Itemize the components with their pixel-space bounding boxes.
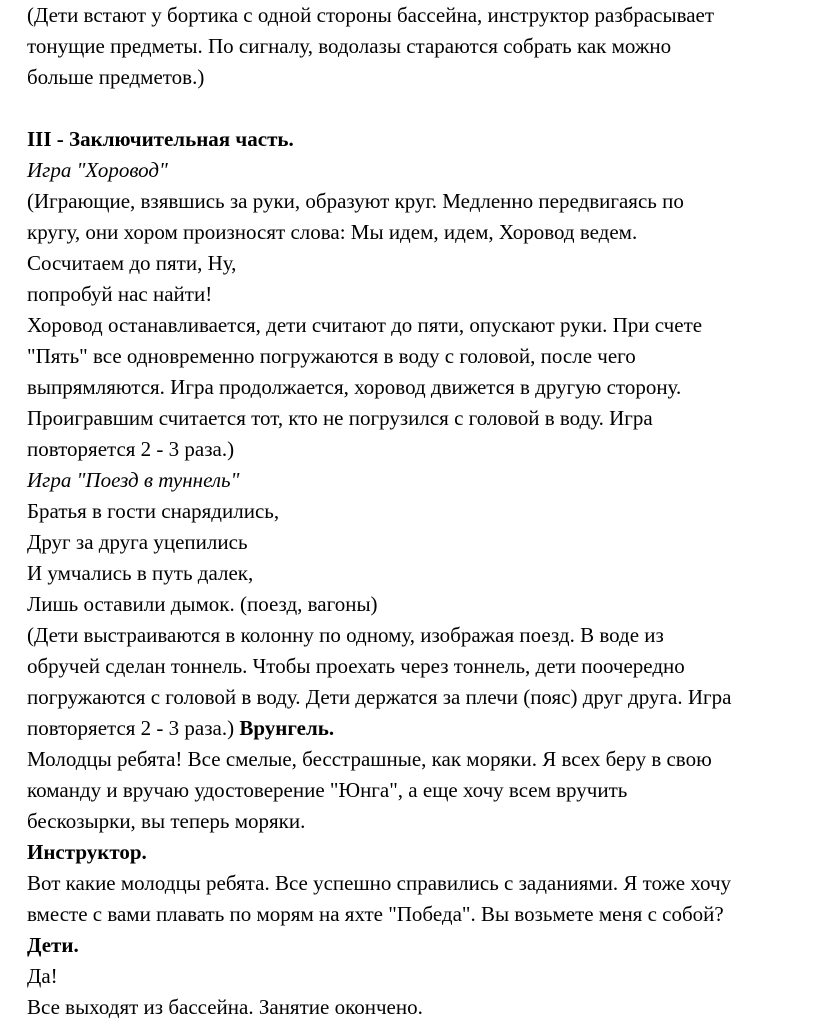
intro-line: тонущие предметы. По сигналу, водолазы стараются собрать как можно xyxy=(27,34,672,58)
section-heading: III - Заключительная часть. xyxy=(27,127,294,151)
instructor-speech-line: вместе с вами плавать по морям на яхте "Победа". Вы возьмете меня с собой? xyxy=(27,902,724,926)
game-text-fragment: повторяется 2 - 3 раза.) xyxy=(27,716,240,740)
game-title-khorovod: Игра "Хоровод" xyxy=(27,158,168,182)
game-text-line: попробуй нас найти! xyxy=(27,282,213,306)
game-text-line: обручей сделан тоннель. Чтобы проехать через тоннель, дети поочередно xyxy=(27,654,685,678)
game-text-line: Сосчитаем до пяти, Ну, xyxy=(27,251,237,275)
game-text-line: (Дети выстраиваются в колонну по одному, изображая поезд. В воде из xyxy=(27,623,664,647)
poem-line: Друг за друга уцепились xyxy=(27,530,248,554)
children-speech-line: Да! xyxy=(27,964,58,988)
game-text-line: (Играющие, взявшись за руки, образуют круг. Медленно передвигаясь по xyxy=(27,189,684,213)
intro-line: (Дети встают у бортика с одной стороны бассейна, инструктор разбрасывает xyxy=(27,3,715,27)
vrungel-speech-line: Молодцы ребята! Все смелые, бесстрашные, как моряки. Я всех беру в свою xyxy=(27,747,712,771)
speaker-children: Дети. xyxy=(27,933,79,957)
paragraph-spacer xyxy=(27,93,807,124)
game-title-poezd: Игра "Поезд в туннель" xyxy=(27,468,240,492)
game-text-line: выпрямляются. Игра продолжается, хоровод движется в другую сторону. xyxy=(27,375,682,399)
instructor-speech-line: Вот какие молодцы ребята. Все успешно справились с заданиями. Я тоже хочу xyxy=(27,871,732,895)
vrungel-speech-line: команду и вручаю удостоверение "Юнга", а еще хочу всем вручить xyxy=(27,778,628,802)
game-text-line: "Пять" все одновременно погружаются в воду с головой, после чего xyxy=(27,344,636,368)
game-text-line: Хоровод останавливается, дети считают до пяти, опускают руки. При счете xyxy=(27,313,703,337)
game-text-line: Проигравшим считается тот, кто не погрузился с головой в воду. Игра xyxy=(27,406,653,430)
poem-line: Лишь оставили дымок. (поезд, вагоны) xyxy=(27,592,378,616)
document-page xyxy=(27,0,807,1023)
speaker-vrungel: Врунгель. xyxy=(239,716,335,740)
vrungel-speech-line: бескозырки, вы теперь моряки. xyxy=(27,809,306,833)
poem-line: Братья в гости снарядились, xyxy=(27,499,280,523)
game-text-last-line xyxy=(27,713,807,744)
closing-line: Все выходят из бассейна. Занятие окончено. xyxy=(27,995,423,1019)
poem-line: И умчались в путь далек, xyxy=(27,561,254,585)
game-text-line: кругу, они хором произносят слова: Мы идем, идем, Хоровод ведем. xyxy=(27,220,638,244)
intro-line: больше предметов.) xyxy=(27,65,205,89)
speaker-instructor: Инструктор. xyxy=(27,840,147,864)
game-text-line: повторяется 2 - 3 раза.) xyxy=(27,437,235,461)
game-text-line: погружаются с головой в воду. Дети держатся за плечи (пояс) друг друга. Игра xyxy=(27,685,732,709)
